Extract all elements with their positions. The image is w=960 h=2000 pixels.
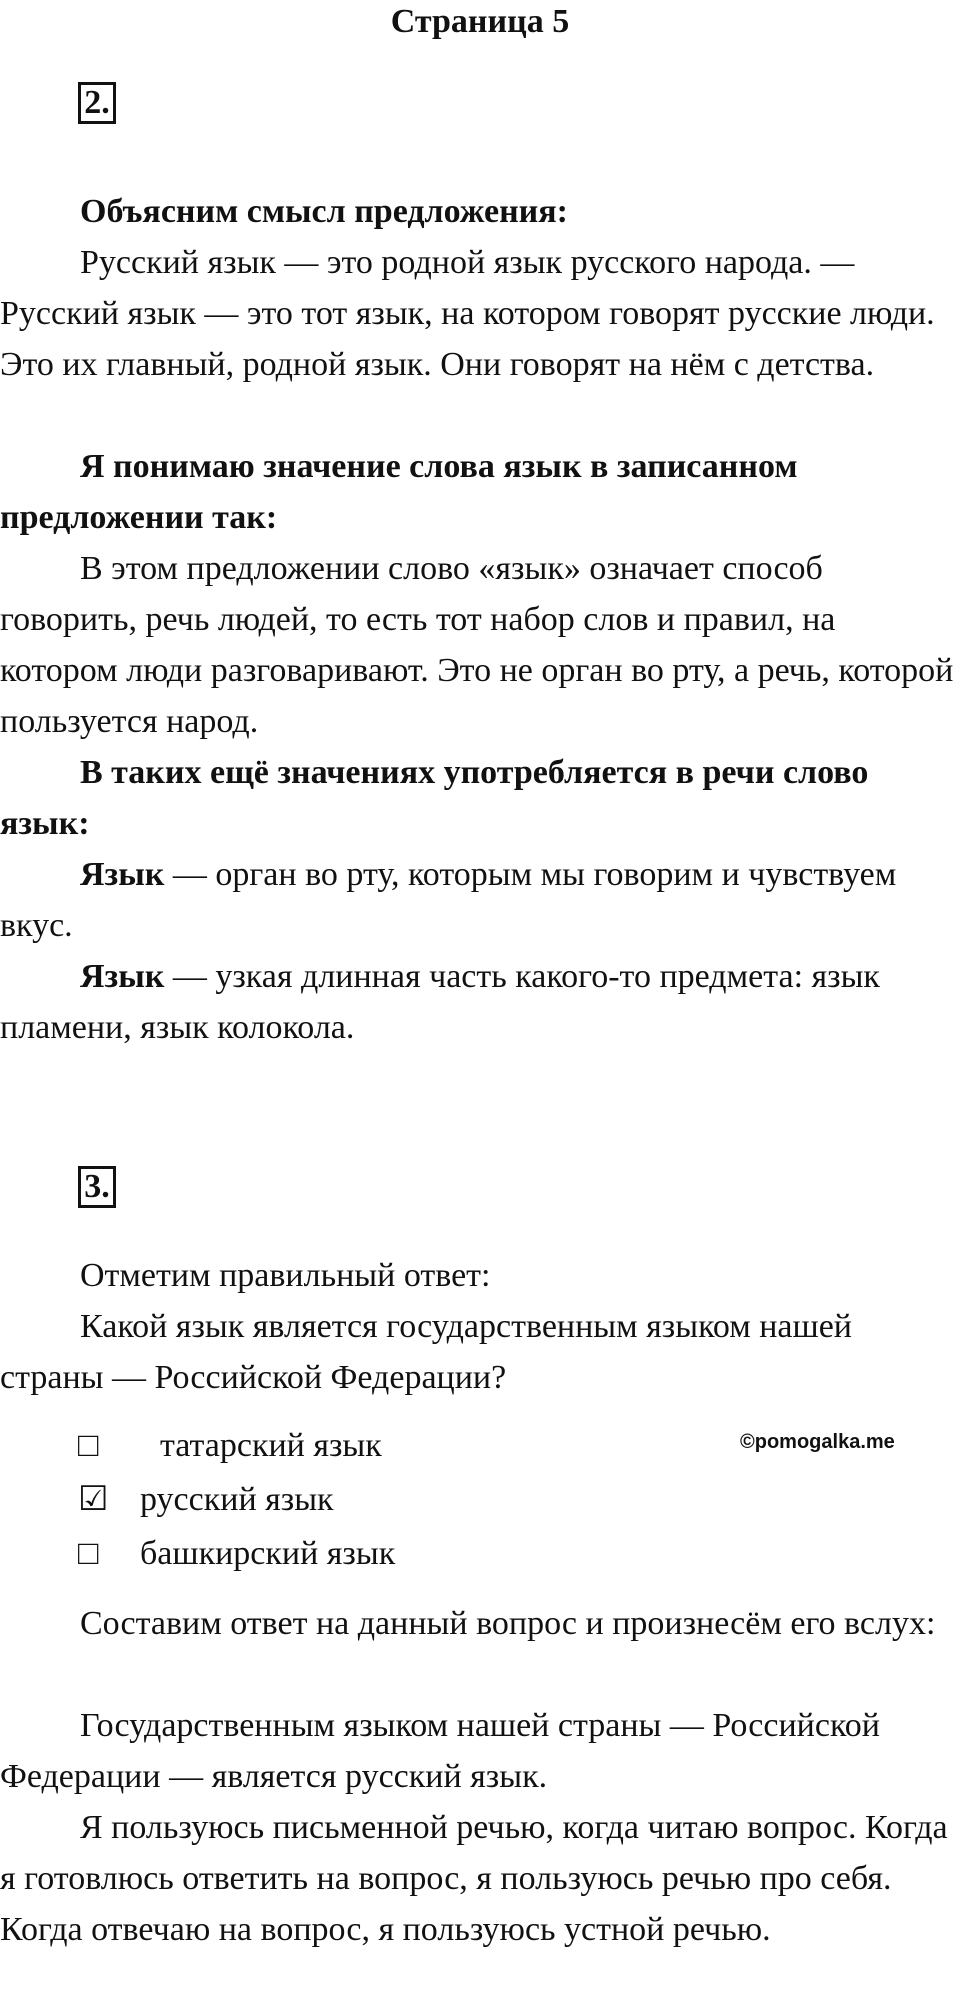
task-3-question: Какой язык является государственным языком нашей страны — Российской Федерации? — [0, 1308, 852, 1396]
meaning-1-term: Язык — [80, 856, 165, 893]
checkbox-checked-icon: ☑ — [78, 1481, 109, 1518]
task-3-instruction: Отметим правильный ответ: — [80, 1257, 491, 1294]
option-label: русский язык — [140, 1481, 334, 1518]
task-2-heading-2: Я понимаю значение слова язык в записанном предложении так: — [0, 448, 798, 536]
task-2-meaning-1 — [0, 849, 960, 951]
task-2-number: 2. — [78, 82, 116, 124]
task-2-heading-1: Объясним смысл предложения: — [80, 193, 568, 230]
meaning-2-term: Язык — [80, 958, 165, 995]
option-bashkir — [78, 1529, 395, 1579]
task-2-paragraph-2: В этом предложении слово «язык» означает способ говорить, речь людей, то есть тот набор слов и правил, на котором люди разговаривают. Это не орган во рту, а речь, которой пользуется народ. — [0, 550, 954, 740]
option-tatar — [78, 1421, 382, 1471]
task-3-paragraph-1: Составим ответ на данный вопрос и произнесём его вслух: — [80, 1605, 936, 1642]
task-2-heading-3: В таких ещё значениях употребляется в речи слово язык: — [0, 754, 869, 842]
watermark: ©pomogalka.me — [740, 1431, 895, 1453]
meaning-2-text: — узкая длинная часть какого-то предмета: язык пламени, язык колокола. — [0, 958, 880, 1046]
task-3-paragraph-3: Я пользуюсь письменной речью, когда читаю вопрос. Когда я готовлюсь ответить на вопрос, я пользуюсь речью про себя. Когда отвечаю на вопрос, я пользуюсь устной речью. — [0, 1809, 948, 1948]
task-3-paragraph-2: Государственным языком нашей страны — Российской Федерации — является русский язык. — [0, 1707, 880, 1795]
checkbox-empty-icon: □ — [78, 1427, 99, 1464]
task-2-paragraph-1: Русский язык — это родной язык русского народа. — Русский язык — это тот язык, на котором говорят русские люди. Это их главный, родной язык. Они говорят на нём с детства. — [0, 244, 935, 383]
option-russian — [78, 1475, 334, 1525]
task-3-number: 3. — [78, 1166, 116, 1208]
option-label: татарский язык — [160, 1427, 382, 1464]
meaning-1-text: — орган во рту, которым мы говорим и чувствуем вкус. — [0, 856, 897, 944]
option-label: башкирский язык — [140, 1535, 396, 1572]
checkbox-empty-icon: □ — [78, 1535, 99, 1572]
task-2-meaning-2 — [0, 951, 960, 1053]
page-title: Страница 5 — [390, 3, 570, 40]
